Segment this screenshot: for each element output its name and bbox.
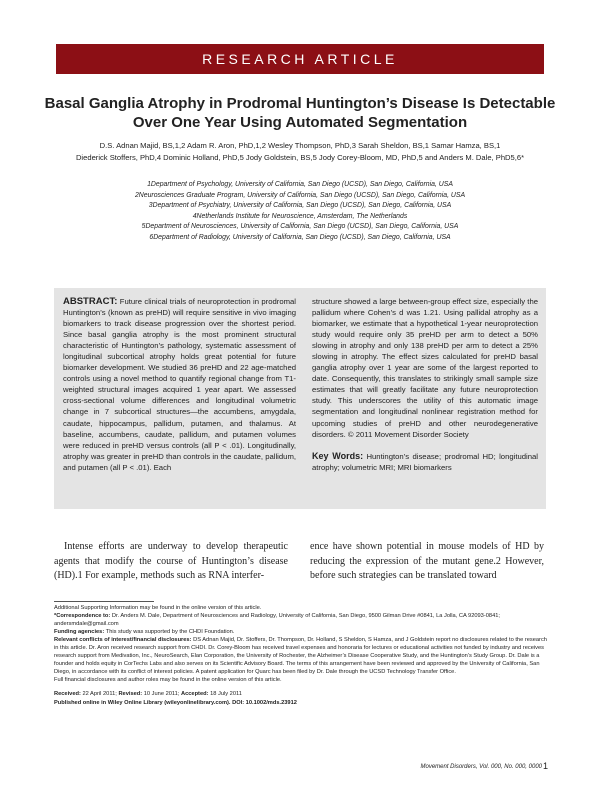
conflicts-text: DS Adnan Majid, Dr. Stoffers, Dr. Thompson, Dr. Holland, S Sheldon, S Hamza, and J Goldstein report no disclosures related to the research in this article. Dr. Aron received research support from CHDI. Dr. Corey-Bloom has received travel expenses and honoraria for lectures or educational activities not funded by industry and receives research support from Medivation, Inc., NeuroSearch, Elan Corporation, the University of Rochester, the Alzheimer’s Disease Cooperative Study, and the Huntington’s Study Group. Dr. Dale is a founder and holds equity in CorTechs Labs and also serves on its Scientific Advisory Board. The terms of this arrangement have been reviewed and approved by the University of California, San Diego, in accordance with its conflict of interest policies. A patent application for Quarc has been filed by Dr. Dale through the UCSD Technology Transfer Office. bbox=[54, 637, 547, 676]
affiliation: 2Neurosciences Graduate Program, University of California, San Diego (UCSD), San Diego, California, USA bbox=[134, 191, 466, 199]
author-list bbox=[40, 140, 560, 164]
affiliation: 5Department of Neurosciences, University of California, San Diego (UCSD), San Diego, California, USA bbox=[141, 223, 459, 230]
affiliation: 4Netherlands Institute for Neuroscience, Amsterdam, The Netherlands bbox=[192, 212, 408, 220]
correspondence-note bbox=[54, 612, 548, 628]
conflicts-note bbox=[54, 636, 548, 676]
keywords-heading: Key Words: bbox=[312, 450, 364, 461]
accepted-date: 18 July 2011 bbox=[210, 691, 242, 698]
revised-label: Revised: bbox=[118, 691, 143, 698]
footnotes bbox=[54, 604, 548, 707]
author-line: D.S. Adnan Majid, BS,1,2 Adam R. Aron, PhD,1,2 Wesley Thompson, PhD,3 Sarah Sheldon, BS,1 Samar Hamza, BS,1 bbox=[99, 141, 501, 150]
correspondence-text: Dr. Anders M. Dale, Department of Neurosciences and Radiology, University of California, San Diego, 9500 Gilman Drive #0841, La Jolla, CA 92093-0841; andersmdale@gmail.com bbox=[54, 613, 500, 628]
abstract-text-right: structure showed a large between-group effect size, especially the pallidum where Cohen’s d was 1.21. Using pallidal atrophy as a biomarker, we estimate that a hypothetical 1-year neuroprotection study would require only 35 preHD per arm to detect a 50% slowing in atrophy and only 138 preHD per arm to detect a 25% slowing in atrophy. The effect sizes calculated for preHD basal ganglia atrophy over 1 year are some of the largest reported to date. Consequently, this translates to strikingly small sample size estimates that will greatly facilitate any future neuroprotection study. This underscores the utility of this automatic image segmentation and longitudinal nonlinear registration method for upcoming studies of preHD and other neurodegenerative disorders. © 2011 Movement Disorder Society bbox=[312, 297, 538, 439]
affiliation-list bbox=[60, 180, 540, 243]
section-banner: RESEARCH ARTICLE bbox=[56, 44, 544, 74]
disclosures-note: Full financial disclosures and author roles may be found in the online version of this article. bbox=[54, 677, 282, 684]
article-title: Basal Ganglia Atrophy in Prodromal Huntington’s Disease Is Detectable Over One Year Using Automated Segmentation bbox=[44, 95, 556, 131]
abstract-text-left: Future clinical trials of neuroprotection in prodromal Huntington’s (known as preHD) will require sensitive in vivo imaging biomarkers to track disease progression over the shortest period. Since basal ganglia atrophy is the most prominent structural characteristic of Huntington’s pathology, systematic assessment of longitudinal subcortical atrophy holds great potential for future biomarker development. We studied 36 preHD and 22 age-matched controls using a novel method to quantify regional change from T1-weighted structural images acquired 1 year apart. We assessed cross-sectional volume differences and longitudinal volumetric change in 7 subcortical structures—the accumbens, amygdala, caudate, hippocampus, pallidum, putamen, and thalamus. At baseline, accumbens, caudate, pallidum, and putamen volumes were reduced in preHD versus controls (all P < .01). Longitudinally, atrophy was greater in preHD than controls in the caudate, pallidum, and putamen (all P < .01). Each bbox=[63, 297, 296, 472]
abstract-heading: ABSTRACT: bbox=[63, 296, 118, 307]
keywords bbox=[312, 451, 538, 473]
body-text-right: ence have shown potential in mouse models of HD by reducing the expression of the mutant gene.2 However, before such strategies can be translated toward bbox=[310, 541, 544, 581]
abstract-left-column bbox=[63, 296, 296, 473]
affiliation: 3Department of Psychiatry, University of California, San Diego (UCSD), San Diego, California, USA bbox=[148, 202, 452, 209]
author-line: Diederick Stoffers, PhD,4 Dominic Holland, PhD,5 Jody Goldstein, BS,5 Jody Corey-Bloom, MD, PhD,5 and Anders M. Dale, PhD5,6* bbox=[75, 153, 525, 162]
supporting-info-note: Additional Supporting Information may be found in the online version of this article. bbox=[54, 605, 262, 611]
affiliation: 1Department of Psychology, University of California, San Diego (UCSD), San Diego, California, USA bbox=[147, 181, 453, 188]
funding-note bbox=[54, 628, 548, 636]
dates-note bbox=[54, 690, 548, 698]
received-label: Received: bbox=[54, 691, 81, 698]
accepted-label: Accepted: bbox=[180, 691, 209, 698]
journal-info: Movement Disorders, Vol. 000, No. 000, 0000 bbox=[420, 764, 542, 770]
keywords-text: Huntington’s disease; prodromal HD; longitudinal atrophy; volumetric MRI; MRI biomarkers bbox=[312, 451, 538, 472]
abstract-right-column bbox=[312, 296, 538, 473]
revised-date: 10 June 2011; bbox=[143, 691, 180, 698]
received-date: 22 April 2011; bbox=[82, 691, 117, 698]
affiliation: 6Department of Radiology, University of California, San Diego (UCSD), San Diego, California, USA bbox=[149, 233, 451, 241]
body-text-left: Intense efforts are underway to develop therapeutic agents that modify the course of Huntington’s disease (HD).1 For example, methods such as RNA interfer- bbox=[54, 541, 288, 581]
funding-label: Funding agencies: bbox=[54, 629, 105, 636]
funding-text: This study was supported by the CHDI Foundation. bbox=[105, 629, 235, 636]
correspondence-label: *Correspondence to: bbox=[54, 613, 111, 620]
abstract-box bbox=[54, 288, 546, 509]
page-number: 1 bbox=[542, 761, 548, 771]
footnote-divider bbox=[54, 601, 154, 602]
conflicts-label: Relevant conflicts of interest/financial disclosures: bbox=[54, 637, 192, 644]
published-note: Published online in Wiley Online Library (wileyonlinelibrary.com). DOI: 10.1002/mds.23912 bbox=[54, 699, 297, 706]
